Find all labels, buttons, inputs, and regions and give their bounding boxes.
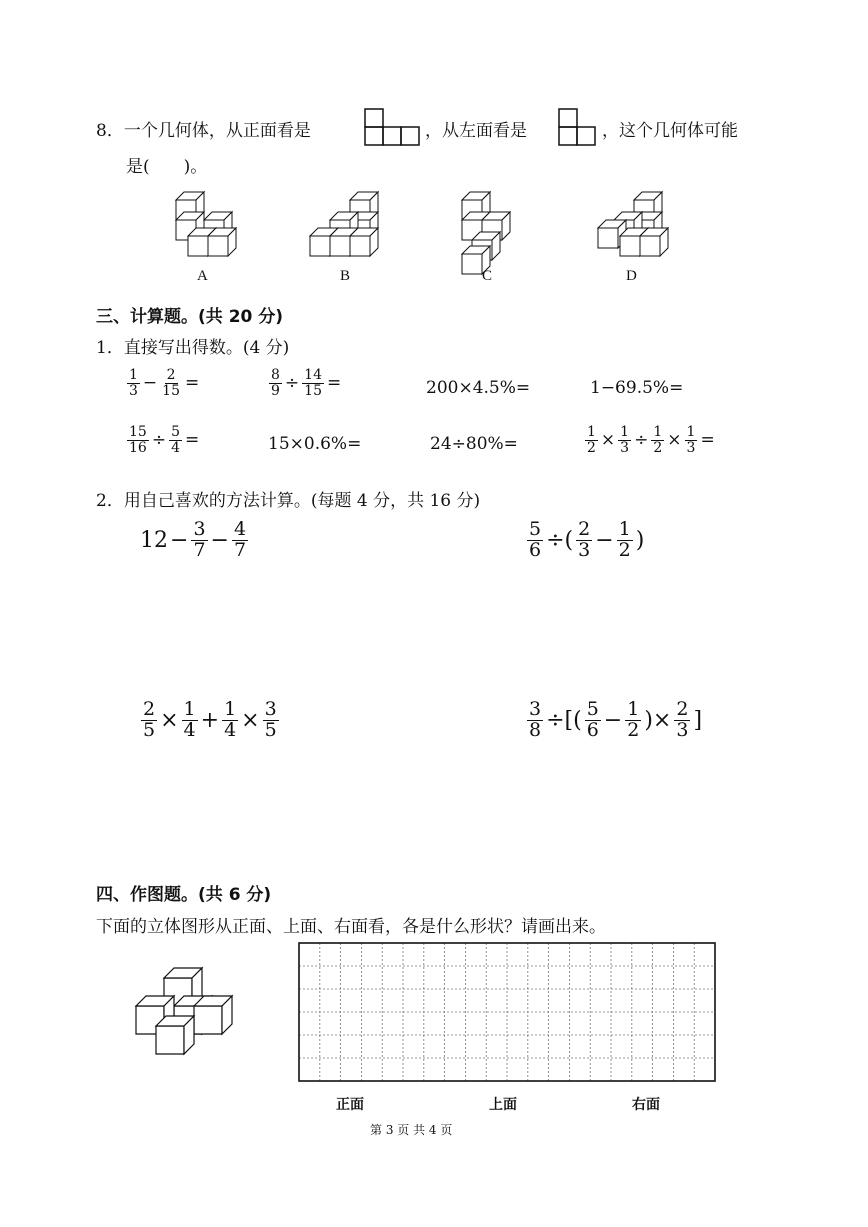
calc-2-3: 24÷80%= (430, 434, 518, 454)
calc-1-2: $\frac{8}{9}$ ÷ $\frac{14}{15}$ = (271, 367, 342, 399)
option-label-c: C (482, 268, 493, 284)
calc-q2-2: $\frac{5}{6}$ ÷( $\frac{2}{3}$ − $\frac{1}{2}$ ) (529, 518, 645, 561)
calc-2-1: $\frac{15}{16}$ ÷ $\frac{5}{4}$ = (129, 424, 200, 456)
grid-label-top: 上面 (489, 1097, 517, 1113)
page-footer: 第 3 页 共 4 页 (370, 1123, 453, 1137)
calc-1-4: 1−69.5%= (590, 378, 684, 398)
calc-q2-4: $\frac{3}{8}$ ÷[( $\frac{5}{6}$ − $\frac{1}{2}$ )× $\frac{2}{3}$ ] (529, 698, 703, 741)
section-4-title: 四、作图题。(共 6 分) (96, 885, 272, 905)
section-3-title: 三、计算题。(共 20 分) (96, 307, 284, 327)
grid-label-front: 正面 (336, 1097, 364, 1113)
calc-1-3: 200×4.5%= (426, 378, 531, 398)
option-a-figure[interactable] (176, 192, 236, 256)
question-number: 8． (96, 121, 124, 141)
question-text: ，这个几何体可能 (602, 121, 738, 141)
drawing-grid[interactable] (298, 942, 718, 1084)
left-view-icon (558, 108, 598, 148)
q2-title: 2．用自己喜欢的方法计算。(每题 4 分，共 16 分) (96, 491, 481, 511)
question-8-line1 (96, 116, 311, 141)
q1-title: 1．直接写出得数。(4 分) (96, 338, 290, 358)
question-text: ，从左面看是 (425, 121, 527, 141)
grid-label-right: 右面 (632, 1097, 660, 1113)
front-view-icon (364, 108, 420, 148)
option-c-figure[interactable] (462, 192, 510, 274)
calc-2-4: $\frac{1}{2}$ × $\frac{1}{3}$ ÷ $\frac{1}{2}$ × $\frac{1}{3}$ = (587, 424, 715, 456)
question-text: 一个几何体，从正面看是 (123, 121, 311, 141)
solid-figure (134, 966, 244, 1066)
calc-q2-3: $\frac{2}{5}$ × $\frac{1}{4}$ + $\frac{1}{4}$ × $\frac{3}{5}$ (143, 698, 277, 741)
calc-2-2: 15×0.6%= (268, 434, 362, 454)
option-label-a: A (197, 268, 208, 284)
option-d-figure[interactable] (598, 192, 668, 256)
section-4-instruction: 下面的立体图形从正面、上面、右面看，各是什么形状？请画出来。 (96, 917, 606, 937)
option-label-b: B (340, 268, 351, 284)
option-label-d: D (626, 268, 637, 284)
answer-blank[interactable]: 是( )。 (126, 157, 208, 177)
option-b-figure[interactable] (310, 192, 378, 256)
calc-q2-1: 12 − $\frac{3}{7}$ − $\frac{4}{7}$ (140, 518, 247, 561)
calc-1-1: $\frac{1}{3}$ − $\frac{2}{15}$ = (129, 367, 200, 399)
